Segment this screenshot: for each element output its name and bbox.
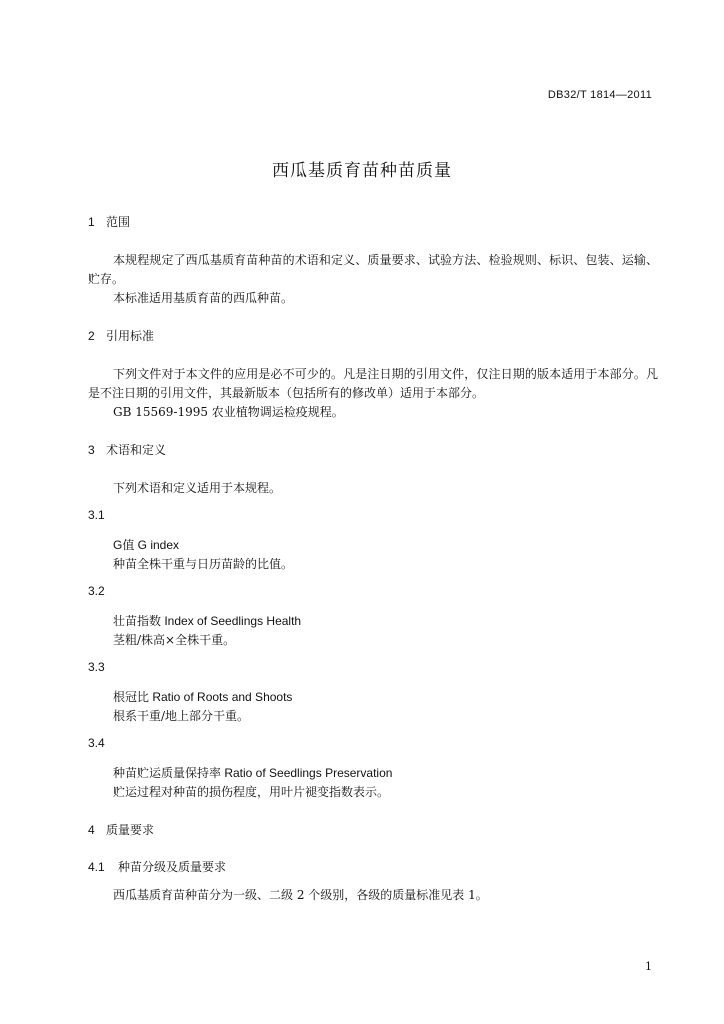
term-number: 3.3 xyxy=(88,660,105,674)
document-title: 西瓜基质育苗种苗质量 xyxy=(272,161,452,180)
subsection-4-1-heading xyxy=(88,858,226,875)
section-title: 术语和定义 xyxy=(106,443,167,457)
term-name: G值 G index xyxy=(113,538,180,552)
term-name: 壮苗指数 Index of Seedlings Health xyxy=(113,614,302,628)
section-1-paragraph-2: 本标准适用基质育苗的西瓜种苗。 xyxy=(113,291,294,305)
term-definition: 茎粗/株高×全株干重。 xyxy=(113,633,236,647)
section-3-heading xyxy=(88,441,166,458)
subsection-4-1-paragraph: 西瓜基质育苗种苗分为一级、二级 2 个级别，各级的质量标准见表 1。 xyxy=(113,888,488,902)
section-2-paragraph-1: 下列文件对于本文件的应用是必不可少的。凡是注日期的引用文件，仅注日期的版本适用于本部分。凡是不注日期的引用文件，其最新版本（包括所有的修改单）适用于本部分。 xyxy=(88,367,658,400)
section-title: 引用标准 xyxy=(106,329,155,343)
section-number: 1 xyxy=(88,215,95,229)
subsection-number: 4.1 xyxy=(88,860,105,874)
section-1-paragraph-1: 本规程规定了西瓜基质育苗种苗的术语和定义、质量要求、试验方法、检验规则、标识、包装、运输、贮存。 xyxy=(88,253,658,286)
term-number: 3.2 xyxy=(88,584,105,598)
term-name: 种苗贮运质量保持率 Ratio of Seedlings Preservation xyxy=(113,766,393,780)
section-4-heading xyxy=(88,821,154,838)
term-definition: 贮运过程对种苗的损伤程度，用叶片褪变指数表示。 xyxy=(113,785,390,799)
term-number: 3.4 xyxy=(88,736,105,750)
section-number: 4 xyxy=(88,823,95,837)
section-1-heading xyxy=(88,213,130,230)
section-title: 质量要求 xyxy=(106,823,155,837)
term-definition: 种苗全株干重与日历苗龄的比值。 xyxy=(113,557,294,571)
section-2-reference: GB 15569-1995 农业植物调运检疫规程。 xyxy=(113,405,344,419)
section-number: 3 xyxy=(88,443,95,457)
section-2-heading xyxy=(88,327,154,344)
subsection-title: 种苗分级及质量要求 xyxy=(118,860,227,874)
document-number: DB32/T 1814—2011 xyxy=(547,89,652,101)
section-number: 2 xyxy=(88,329,95,343)
page-number: 1 xyxy=(645,960,652,973)
section-title: 范围 xyxy=(106,215,131,229)
term-number: 3.1 xyxy=(88,508,105,522)
term-name: 根冠比 Ratio of Roots and Shoots xyxy=(113,690,293,704)
section-3-intro: 下列术语和定义适用于本规程。 xyxy=(113,481,282,495)
term-definition: 根系干重/地上部分干重。 xyxy=(113,709,250,723)
